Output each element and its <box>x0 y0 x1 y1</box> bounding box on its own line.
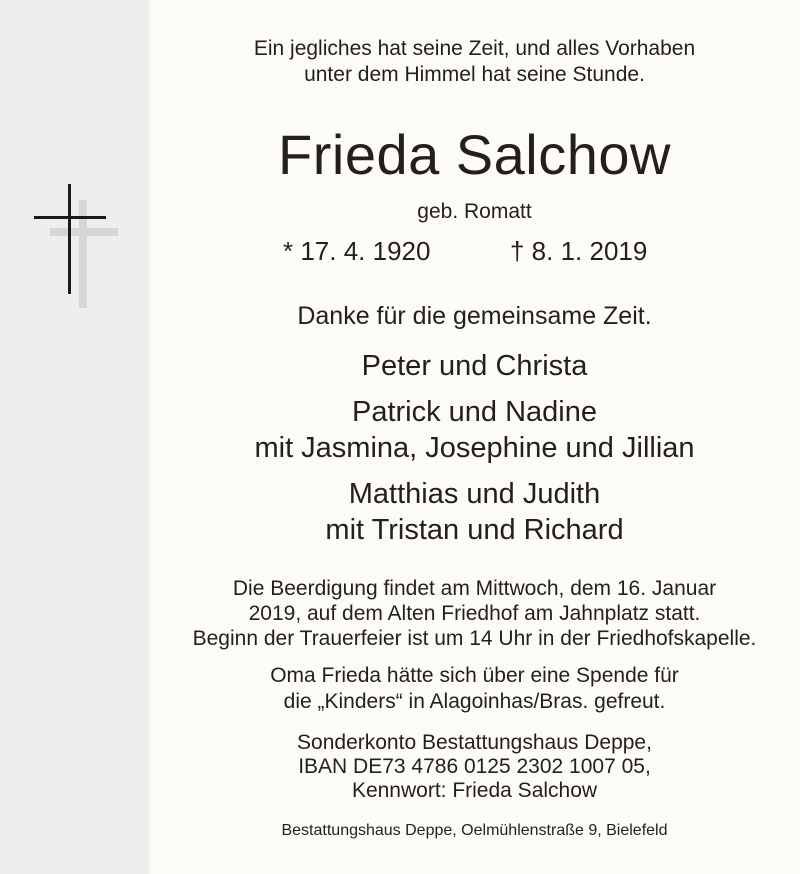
family-line: mit Jasmina, Josephine und Jillian <box>254 432 695 464</box>
obituary-content <box>149 0 800 874</box>
family-line: mit Tristan und Richard <box>325 514 624 546</box>
donation-line: Oma Frieda hätte sich über eine Spende für <box>270 664 679 687</box>
birth-name: geb. Romatt <box>417 200 532 223</box>
motto-line: unter dem Himmel hat seine Stunde. <box>304 63 645 86</box>
left-sidebar <box>0 0 149 874</box>
cross-icon <box>30 182 125 312</box>
footer-address: Bestattungshaus Deppe, Oelmühlenstraße 9, Bielefeld <box>281 822 668 839</box>
funeral-line: Die Beerdigung findet am Mittwoch, dem 16. Januar <box>232 577 717 600</box>
family-line: Patrick und Nadine <box>351 396 598 428</box>
family-line: Matthias und Judith <box>348 478 601 510</box>
birth-date: * 17. 4. 1920 <box>283 236 431 266</box>
funeral-line: Beginn der Trauerfeier ist um 14 Uhr in der Friedhofskapelle. <box>192 627 757 650</box>
death-date: † 8. 1. 2019 <box>510 236 648 266</box>
family-line: Peter und Christa <box>361 350 588 382</box>
funeral-line: 2019, auf dem Alten Friedhof am Jahnplatz statt. <box>248 602 701 625</box>
deceased-name: Frieda Salchow <box>278 123 671 186</box>
motto-line: Ein jegliches hat seine Zeit, und alles Vorhaben <box>253 37 696 60</box>
account-line: Sonderkonto Bestattungshaus Deppe, <box>297 731 652 754</box>
account-line: Kennwort: Frieda Salchow <box>351 779 598 802</box>
life-dates <box>149 236 800 272</box>
thanks-line: Danke für die gemeinsame Zeit. <box>297 302 652 330</box>
account-line: IBAN DE73 4786 0125 2302 1007 05, <box>298 755 651 778</box>
donation-line: die „Kinders“ in Alagoinhas/Bras. gefreut. <box>283 690 666 713</box>
